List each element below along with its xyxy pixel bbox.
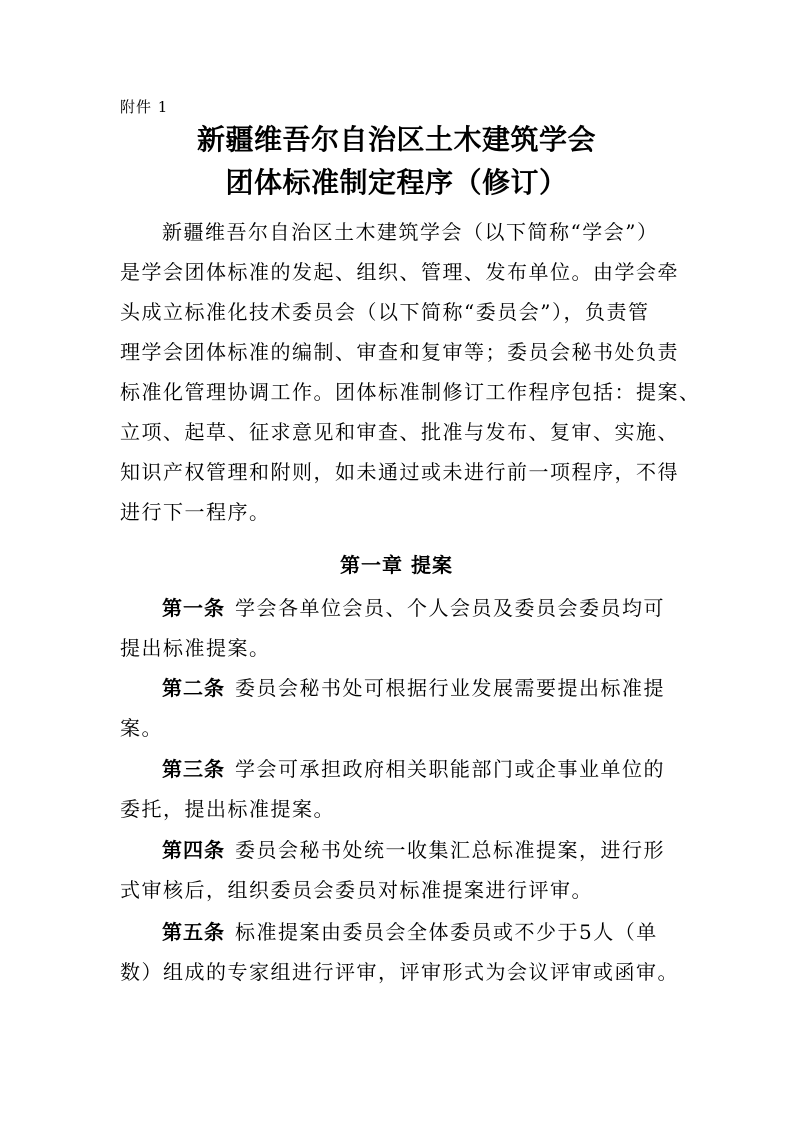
intro-paragraph [120,212,701,532]
article-continuation-line: 式审核后，组织委员会委员对标准提案进行评审。 [120,878,593,902]
article-3 [120,749,676,829]
article-label: 第一条 [162,596,225,620]
article-first-line [120,830,676,870]
article-first-line [120,749,676,789]
article-text: 标准提案由委员会全体委员或不少于5人（单 [235,920,658,944]
article-text: 委员会秘书处统一收集汇总标准提案，进行形 [235,838,665,862]
intro-line: 是学会团体标准的发起、组织、管理、发布单位。由学会牵 [120,260,679,284]
article-continuation-line: 委托，提出标准提案。 [120,797,335,821]
article-label: 第三条 [162,757,225,781]
article-label: 第二条 [162,676,225,700]
intro-line: 标准化管理协调工作。团体标准制修订工作程序包括：提案、 [120,380,701,404]
article-2 [120,668,676,748]
attachment-label: 附件 1 [120,98,169,116]
document-title-line-2: 团体标准制定程序（修订） [225,166,568,199]
article-first-line [120,588,676,628]
article-text: 委员会秘书处可根据行业发展需要提出标准提 [235,676,665,700]
article-continuation-line: 案。 [120,716,163,740]
article-first-line [120,912,676,952]
intro-line: 理学会团体标准的编制、审查和复审等；委员会秘书处负责 [120,340,679,364]
article-continuation-line: 数）组成的专家组进行评审，评审形式为会议评审或函审。 [120,960,679,984]
article-text: 学会可承担政府相关职能部门或企事业单位的 [235,757,665,781]
article-text: 学会各单位会员、个人会员及委员会委员均可 [235,596,665,620]
article-label: 第五条 [162,920,225,944]
article-first-line [120,668,676,708]
article-label: 第四条 [162,838,225,862]
article-1 [120,588,676,668]
article-continuation-line: 提出标准提案。 [120,636,271,660]
intro-line: 立项、起草、征求意见和审查、批准与发布、复审、实施、 [120,420,679,444]
intro-line: 头成立标准化技术委员会（以下简称“委员会”），负责管 [120,300,650,324]
intro-line: 知识产权管理和附则，如未通过或未进行前一项程序，不得 [120,460,679,484]
article-5 [120,912,679,992]
article-4 [120,830,676,910]
chapter-heading: 第一章 提案 [340,553,453,577]
document-title-line-1: 新疆维吾尔自治区土木建筑学会 [196,123,596,156]
intro-line: 进行下一程序。 [120,500,271,524]
intro-line: 新疆维吾尔自治区土木建筑学会（以下简称“学会”） [162,220,659,244]
